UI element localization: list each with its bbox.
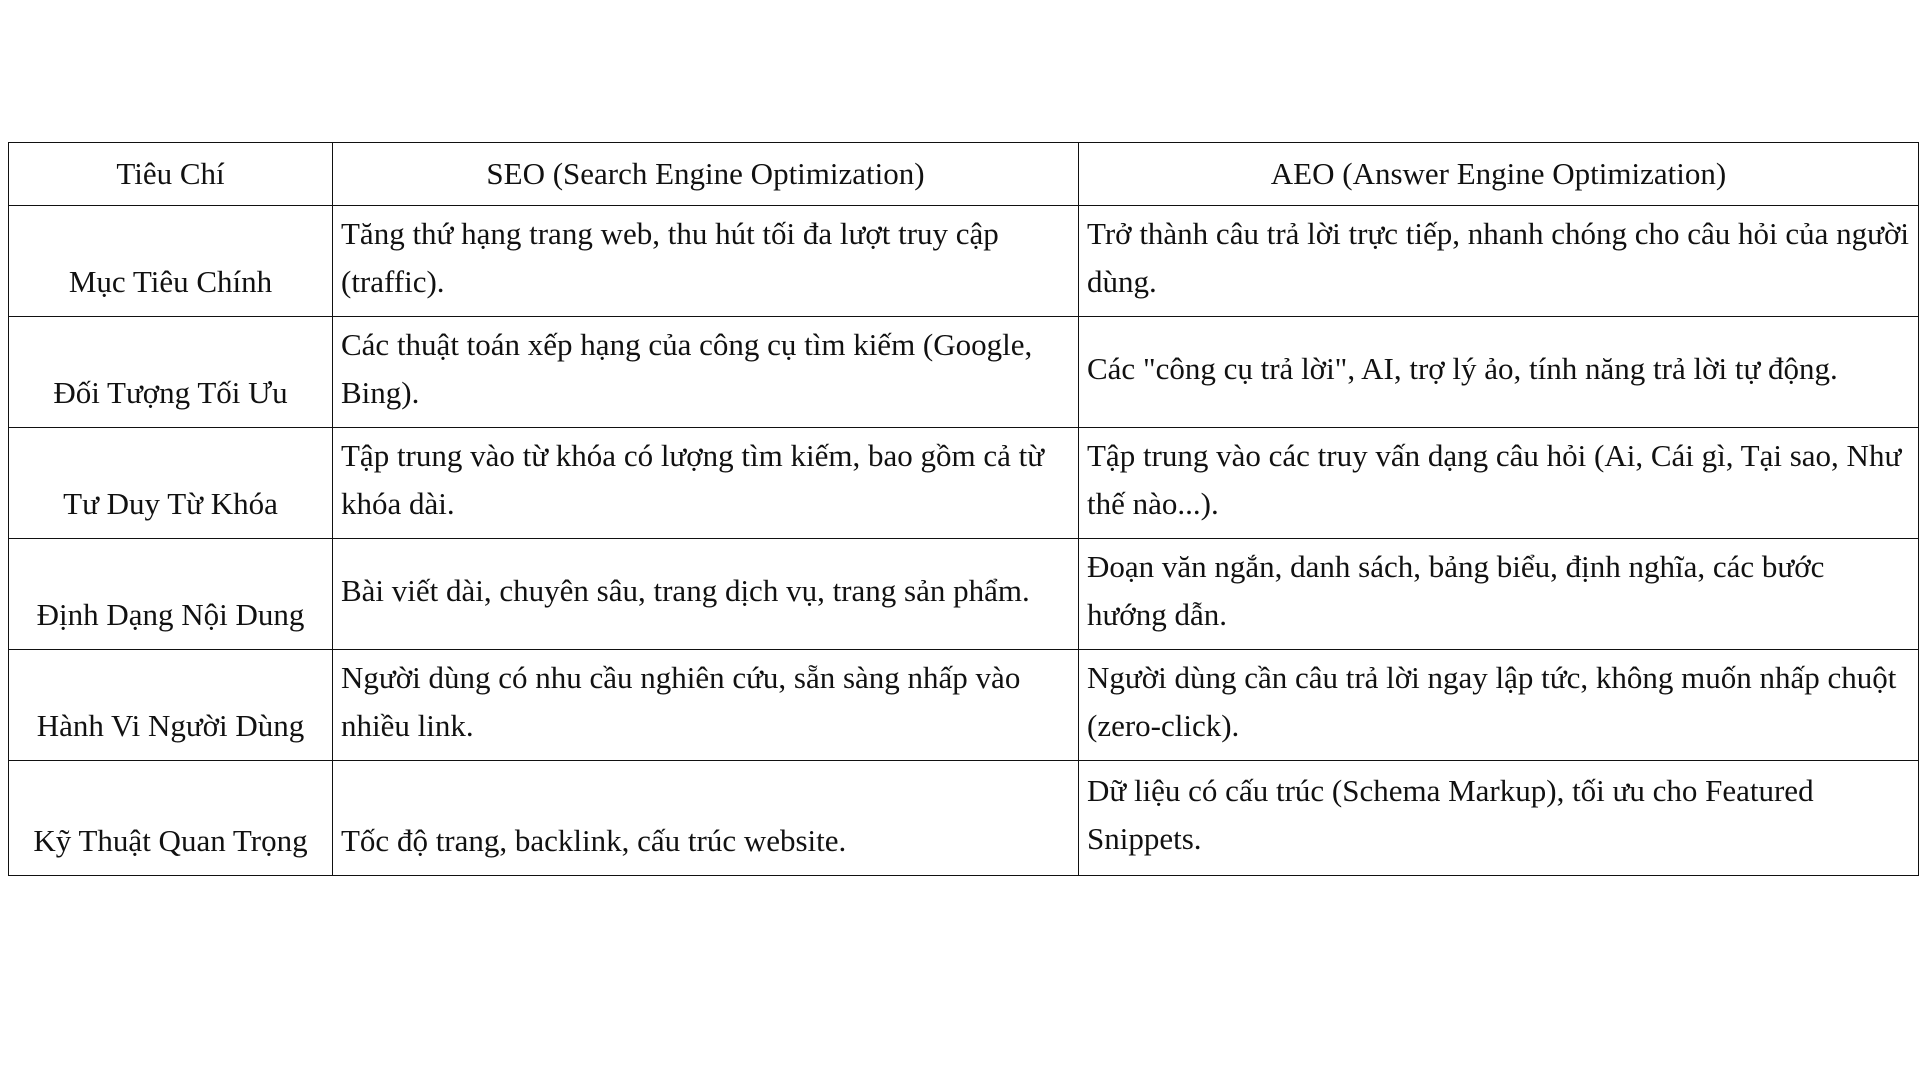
- criterion-cell: Tư Duy Từ Khóa: [9, 428, 333, 539]
- header-aeo: AEO (Answer Engine Optimization): [1079, 143, 1919, 206]
- aeo-cell: Tập trung vào các truy vấn dạng câu hỏi (Ai, Cái gì, Tại sao, Như thế nào...).: [1079, 428, 1919, 539]
- table-header-row: [9, 143, 1919, 206]
- table-row: [9, 428, 1919, 539]
- seo-cell: Bài viết dài, chuyên sâu, trang dịch vụ, trang sản phẩm.: [333, 539, 1079, 650]
- aeo-cell: Người dùng cần câu trả lời ngay lập tức, không muốn nhấp chuột (zero-click).: [1079, 650, 1919, 761]
- header-seo: SEO (Search Engine Optimization): [333, 143, 1079, 206]
- aeo-cell: Các "công cụ trả lời", AI, trợ lý ảo, tính năng trả lời tự động.: [1079, 317, 1919, 428]
- seo-cell: Tăng thứ hạng trang web, thu hút tối đa lượt truy cập (traffic).: [333, 206, 1079, 317]
- aeo-cell: Dữ liệu có cấu trúc (Schema Markup), tối ưu cho Featured Snippets.: [1079, 761, 1919, 876]
- table-row: [9, 539, 1919, 650]
- seo-cell: Tập trung vào từ khóa có lượng tìm kiếm, bao gồm cả từ khóa dài.: [333, 428, 1079, 539]
- table-row: [9, 317, 1919, 428]
- table-row: [9, 206, 1919, 317]
- table-row: [9, 761, 1919, 876]
- seo-cell: Người dùng có nhu cầu nghiên cứu, sẵn sàng nhấp vào nhiều link.: [333, 650, 1079, 761]
- criterion-cell: Mục Tiêu Chính: [9, 206, 333, 317]
- seo-cell: Các thuật toán xếp hạng của công cụ tìm kiếm (Google, Bing).: [333, 317, 1079, 428]
- criterion-cell: Đối Tượng Tối Ưu: [9, 317, 333, 428]
- header-criteria: Tiêu Chí: [9, 143, 333, 206]
- criterion-cell: Định Dạng Nội Dung: [9, 539, 333, 650]
- criterion-cell: Kỹ Thuật Quan Trọng: [9, 761, 333, 876]
- seo-aeo-comparison-table: [8, 142, 1919, 876]
- comparison-table-container: [8, 142, 1918, 876]
- seo-cell: Tốc độ trang, backlink, cấu trúc website.: [333, 761, 1079, 876]
- criterion-cell: Hành Vi Người Dùng: [9, 650, 333, 761]
- table-row: [9, 650, 1919, 761]
- aeo-cell: Trở thành câu trả lời trực tiếp, nhanh chóng cho câu hỏi của người dùng.: [1079, 206, 1919, 317]
- aeo-cell: Đoạn văn ngắn, danh sách, bảng biểu, định nghĩa, các bước hướng dẫn.: [1079, 539, 1919, 650]
